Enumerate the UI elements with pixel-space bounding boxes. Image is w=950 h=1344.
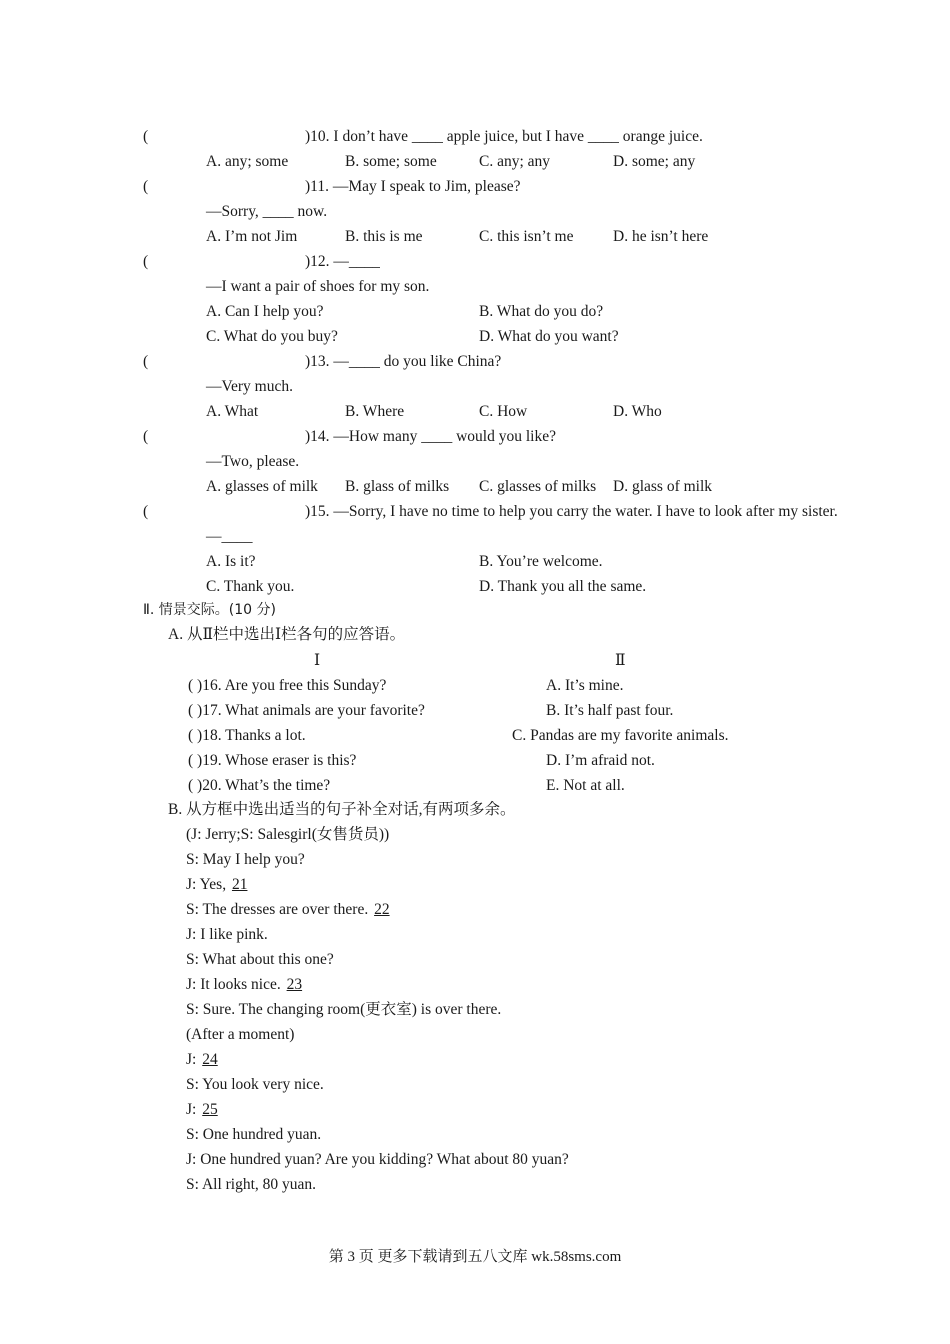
option-b: B. glass of milks	[345, 478, 450, 495]
match-question-17: ( )17. What animals are your favorite?	[188, 702, 425, 719]
option-b: B. You’re welcome.	[479, 553, 603, 570]
dialogue-line: S: What about this one?	[186, 951, 334, 968]
question-12	[143, 252, 380, 272]
dialogue-line: S: May I help you?	[186, 851, 305, 868]
column-header-1: Ⅰ	[314, 652, 321, 669]
dialogue-line	[186, 975, 304, 995]
dialogue-line: S: You look very nice.	[186, 1076, 324, 1093]
option-c: C. Thank you.	[206, 578, 295, 595]
question-line2: —Very much.	[206, 378, 293, 395]
dialogue-line	[186, 1100, 220, 1120]
option-d: D. some; any	[613, 153, 696, 170]
dialogue-text: J: Yes,	[186, 876, 230, 893]
option-b: B. this is me	[345, 228, 423, 245]
answer-paren: (	[143, 428, 149, 445]
question-stem: )13. —____ do you like China?	[305, 353, 502, 370]
answer-paren: (	[143, 128, 149, 145]
dialogue-line: S: All right, 80 yuan.	[186, 1176, 317, 1193]
dialogue-line: J: One hundred yuan? Are you kidding? What about 80 yuan?	[186, 1151, 569, 1168]
dialogue-text: J: It looks nice.	[186, 976, 285, 993]
blank-25[interactable]: 25	[202, 1101, 218, 1118]
blank-21[interactable]: 21	[231, 876, 248, 893]
dialogue-text: J:	[186, 1101, 201, 1118]
question-14	[143, 427, 556, 447]
question-line2: —I want a pair of shoes for my son.	[206, 278, 430, 295]
option-d: D. Who	[613, 403, 662, 420]
match-question-18: ( )18. Thanks a lot.	[188, 727, 306, 744]
match-answer-a: A. It’s mine.	[546, 677, 624, 694]
option-a: A. glasses of milk	[206, 478, 318, 495]
question-stem: )11. —May I speak to Jim, please?	[305, 178, 521, 195]
dialogue-line	[186, 1050, 220, 1070]
option-c: C. What do you buy?	[206, 328, 338, 345]
section-heading: Ⅱ. 情景交际。(10 分)	[143, 602, 276, 618]
blank-24[interactable]: 24	[202, 1051, 218, 1068]
option-c: C. glasses of milks	[479, 478, 597, 495]
question-line2: —Sorry, ____ now.	[206, 203, 328, 220]
match-answer-c: C. Pandas are my favorite animals.	[512, 727, 729, 744]
option-a: A. I’m not Jim	[206, 228, 298, 245]
option-b: B. What do you do?	[479, 303, 604, 320]
option-b: B. some; some	[345, 153, 437, 170]
question-stem: )15. —Sorry, I have no time to help you carry the water. I have to look after my sister.	[305, 503, 838, 520]
question-15	[143, 502, 838, 522]
blank-23[interactable]: 23	[286, 976, 303, 993]
dialogue-line	[186, 875, 249, 895]
option-c: C. any; any	[479, 153, 551, 170]
question-stem: )14. —How many ____ would you like?	[305, 428, 556, 445]
match-answer-e: E. Not at all.	[546, 777, 625, 794]
option-d: D. Thank you all the same.	[479, 578, 647, 595]
question-11	[143, 177, 521, 197]
question-line2: —____	[206, 528, 253, 545]
question-stem: )12. —____	[305, 253, 380, 270]
question-stem: )10. I don’t have ____ apple juice, but I have ____ orange juice.	[305, 128, 703, 145]
dialogue-line: J: I like pink.	[186, 926, 268, 943]
match-question-20: ( )20. What’s the time?	[188, 777, 331, 794]
question-10	[143, 127, 703, 147]
option-d: D. he isn’t here	[613, 228, 709, 245]
blank-22[interactable]: 22	[374, 901, 390, 918]
dialogue-line: S: One hundred yuan.	[186, 1126, 322, 1143]
dialogue-text: S: The dresses are over there.	[186, 901, 373, 918]
option-a: A. What	[206, 403, 259, 420]
match-answer-d: D. I’m afraid not.	[546, 752, 655, 769]
dialogue-line	[186, 900, 392, 920]
question-13	[143, 352, 502, 372]
page-footer: 第 3 页 更多下载请到五八文库 wk.58sms.com	[328, 1249, 622, 1265]
answer-paren: (	[143, 253, 149, 270]
question-line2: —Two, please.	[206, 453, 300, 470]
option-c: C. How	[479, 403, 528, 420]
option-d: D. glass of milk	[613, 478, 713, 495]
part-b-instruction: B. 从方框中选出适当的句子补全对话,有两项多余。	[168, 801, 516, 818]
option-b: B. Where	[345, 403, 405, 420]
dialogue-line: (After a moment)	[186, 1026, 295, 1043]
option-a: A. Is it?	[206, 553, 256, 570]
column-header-2: Ⅱ	[615, 652, 626, 669]
match-question-19: ( )19. Whose eraser is this?	[188, 752, 357, 769]
option-c: C. this isn’t me	[479, 228, 574, 245]
option-d: D. What do you want?	[479, 328, 619, 345]
answer-paren: (	[143, 353, 149, 370]
option-a: A. any; some	[206, 153, 289, 170]
dialogue-roles: (J: Jerry;S: Salesgirl(女售货员))	[186, 826, 390, 843]
match-question-16: ( )16. Are you free this Sunday?	[188, 677, 387, 694]
answer-paren: (	[143, 503, 149, 520]
answer-paren: (	[143, 178, 149, 195]
option-a: A. Can I help you?	[206, 303, 324, 320]
dialogue-text: J:	[186, 1051, 201, 1068]
part-a-instruction: A. 从Ⅱ栏中选出Ⅰ栏各句的应答语。	[168, 626, 406, 643]
dialogue-line: S: Sure. The changing room(更衣室) is over there.	[186, 1001, 502, 1018]
match-answer-b: B. It’s half past four.	[546, 702, 674, 719]
